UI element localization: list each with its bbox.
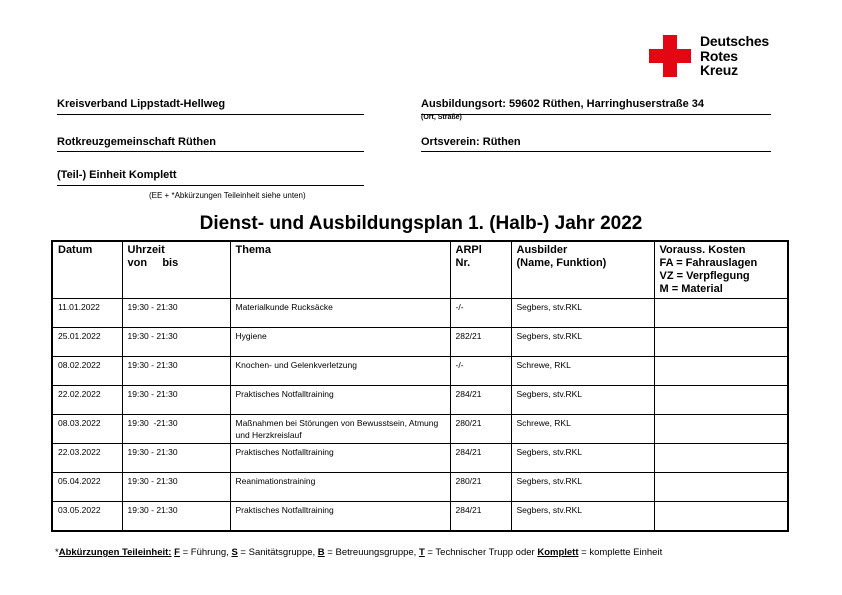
kreisverband-underline — [57, 114, 364, 115]
cell-datum: 03.05.2022 — [52, 502, 122, 532]
header-arpl: ARPl Nr. — [450, 241, 511, 299]
cell-zeit: 19:30 - 21:30 — [122, 357, 230, 386]
cell-kosten — [654, 299, 788, 328]
table-row — [52, 415, 788, 444]
cell-zeit: 19:30 - 21:30 — [122, 444, 230, 473]
cell-zeit: 19:30 - 21:30 — [122, 299, 230, 328]
cell-kosten — [654, 473, 788, 502]
header-uhrzeit: Uhrzeit von bis — [122, 241, 230, 299]
cell-ausbilder: Segbers, stv.RKL — [511, 502, 654, 532]
cell-kosten — [654, 386, 788, 415]
header-datum: Datum — [52, 241, 122, 299]
ausbildungsort-field: Ausbildungsort: 59602 Rüthen, Harringhuserstraße 34 — [421, 98, 705, 110]
cell-ausbilder: Schrewe, RKL — [511, 357, 654, 386]
cell-arpl: 284/21 — [450, 502, 511, 532]
cell-arpl: 284/21 — [450, 386, 511, 415]
einheit-hint: (EE + *Abkürzungen Teileinheit siehe unten) — [149, 191, 306, 200]
cell-kosten — [654, 357, 788, 386]
cell-ausbilder: Segbers, stv.RKL — [511, 328, 654, 357]
cell-zeit: 19:30 - 21:30 — [122, 502, 230, 532]
ortsverein-underline — [421, 151, 771, 152]
kreisverband-field: Kreisverband Lippstadt-Hellweg — [57, 98, 226, 110]
ort-hint: (Ort, Straße) — [421, 114, 462, 121]
cell-zeit: 19:30 - 21:30 — [122, 328, 230, 357]
cell-thema: Hygiene — [230, 328, 450, 357]
cell-ausbilder: Segbers, stv.RKL — [511, 386, 654, 415]
cell-arpl: 284/21 — [450, 444, 511, 473]
table-row — [52, 444, 788, 473]
table-row — [52, 473, 788, 502]
cell-arpl: 280/21 — [450, 473, 511, 502]
cell-kosten — [654, 502, 788, 532]
cell-datum: 08.02.2022 — [52, 357, 122, 386]
cell-datum: 22.02.2022 — [52, 386, 122, 415]
cell-thema: Praktisches Notfalltraining — [230, 502, 450, 532]
drk-logo-text — [700, 34, 769, 78]
table-row — [52, 502, 788, 532]
cell-thema: Reanimationstraining — [230, 473, 450, 502]
footer-label: Abkürzungen Teileinheit: — [58, 547, 172, 558]
ortsverein-field: Ortsverein: Rüthen — [421, 136, 521, 148]
cell-datum: 22.03.2022 — [52, 444, 122, 473]
page-title: Dienst- und Ausbildungsplan 1. (Halb-) Jahr 2022 — [199, 213, 643, 234]
cell-zeit: 19:30 - 21:30 — [122, 386, 230, 415]
cell-zeit: 19:30 -21:30 — [122, 415, 230, 444]
table-row — [52, 299, 788, 328]
cell-thema: Knochen- und Gelenkverletzung — [230, 357, 450, 386]
rotkreuz-underline — [57, 151, 364, 152]
header-kosten: Vorauss. Kosten FA = Fahrauslagen VZ = Verpflegung M = Material — [654, 241, 788, 299]
cell-thema: Maßnahmen bei Störungen von Bewusstsein, Atmung und Herzkreislauf — [230, 415, 450, 444]
logo-line-3: Kreuz — [700, 62, 738, 78]
schedule-table — [51, 240, 789, 532]
cell-zeit: 19:30 - 21:30 — [122, 473, 230, 502]
cell-ausbilder: Schrewe, RKL — [511, 415, 654, 444]
cell-arpl: -/- — [450, 357, 511, 386]
ausbildungsort-underline — [421, 114, 771, 115]
cell-kosten — [654, 328, 788, 357]
rotkreuz-field: Rotkreuzgemeinschaft Rüthen — [57, 136, 216, 148]
cell-arpl: 280/21 — [450, 415, 511, 444]
red-cross-logo-icon — [649, 35, 691, 77]
cell-ausbilder: Segbers, stv.RKL — [511, 299, 654, 328]
cell-kosten — [654, 444, 788, 473]
cell-datum: 08.03.2022 — [52, 415, 122, 444]
einheit-underline — [57, 185, 364, 186]
cell-datum: 11.01.2022 — [52, 299, 122, 328]
table-row — [52, 386, 788, 415]
cell-thema: Materialkunde Rucksäcke — [230, 299, 450, 328]
logo-line-2: Rotes — [700, 47, 738, 64]
footer-legend: *Abkürzungen Teileinheit: F = Führung, S = Sanitätsgruppe, B = Betreuungsgruppe, T = Technischer Trupp oder Komplett = komplette Einheit — [55, 547, 663, 558]
cell-datum: 05.04.2022 — [52, 473, 122, 502]
logo-line-1: Deutsches — [700, 33, 770, 49]
cell-arpl: 282/21 — [450, 328, 511, 357]
cell-datum: 25.01.2022 — [52, 328, 122, 357]
einheit-field: (Teil-) Einheit Komplett — [57, 169, 177, 181]
header-ausbilder: Ausbilder (Name, Funktion) — [511, 241, 654, 299]
cell-ausbilder: Segbers, stv.RKL — [511, 444, 654, 473]
cell-arpl: -/- — [450, 299, 511, 328]
cell-ausbilder: Segbers, stv.RKL — [511, 473, 654, 502]
table-header-row — [52, 241, 788, 299]
cell-kosten — [654, 415, 788, 444]
table-row — [52, 357, 788, 386]
table-row — [52, 328, 788, 357]
cell-thema: Praktisches Notfalltraining — [230, 386, 450, 415]
header-thema: Thema — [230, 241, 450, 299]
cell-thema: Praktisches Notfalltraining — [230, 444, 450, 473]
